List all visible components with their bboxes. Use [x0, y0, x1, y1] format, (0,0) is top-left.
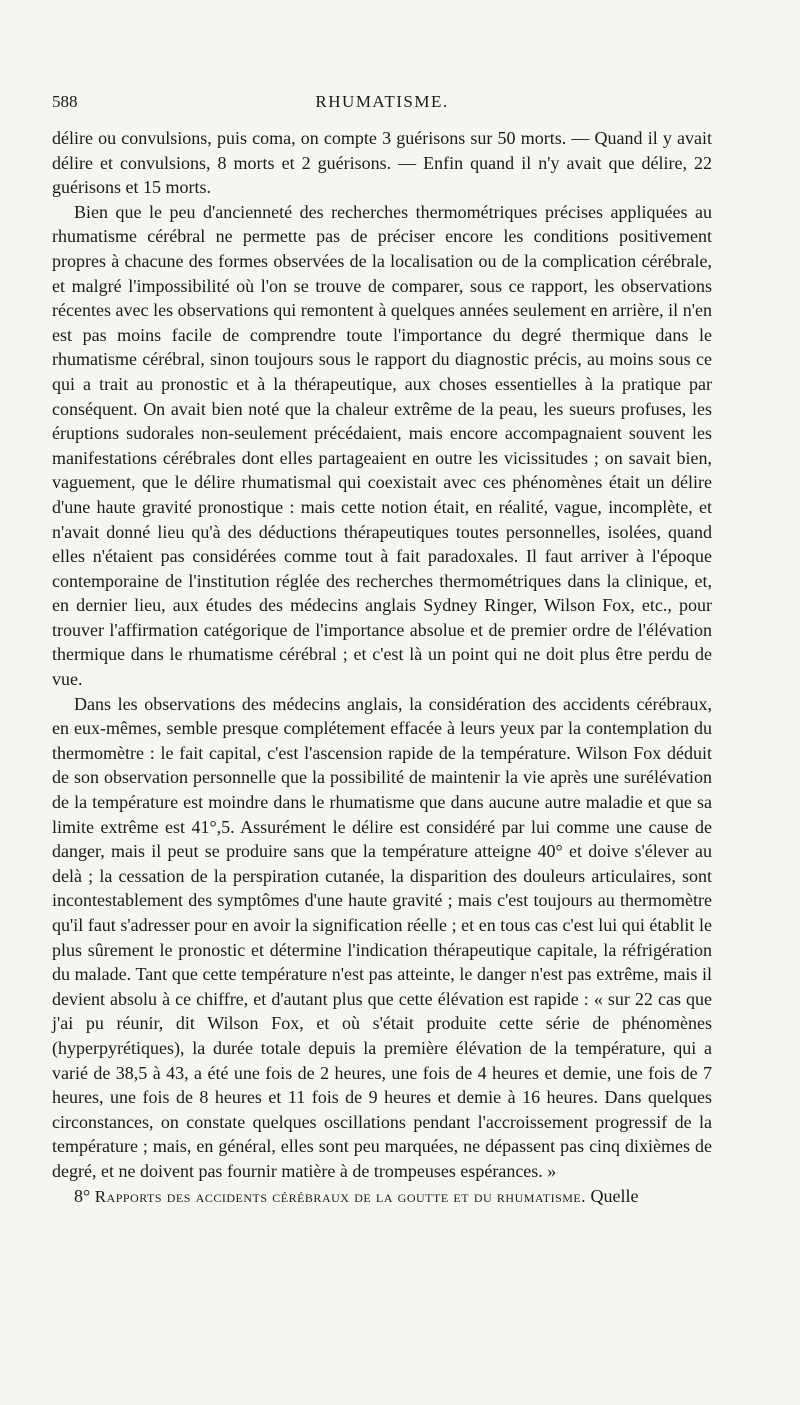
- section-text: Quelle: [590, 1185, 639, 1206]
- body-text: [52, 126, 712, 1209]
- page-header: [52, 88, 712, 126]
- book-page: [52, 88, 712, 1209]
- paragraph-english-physicians: Dans les observations des médecins anglais, la considération des accidents cérébraux, en eux-mêmes, semble presque complétement effacée à leurs yeux par la contemplation du thermomètre : le fait capital, c'est l'ascension rapide de la température. Wilson Fox déduit de son observation personnelle que la possibilité de maintenir la vie après une surélévation de la température est moindre dans le rhumatisme que dans aucune autre maladie et que sa limite extrême est 41°,5. Assurément le délire est considéré par lui comme une cause de danger, mais il peut se produire sans que la température atteigne 40° et doive s'élever au delà ; la cessation de la perspiration cutanée, la disparition des douleurs articulaires, sont incontestablement des symptômes d'une haute gravité ; mais c'est toujours au thermomètre qu'il faut s'adresser pour en avoir la signification réelle ; et en tous cas c'est lui qui établit le plus sûrement le pronostic et détermine l'indication thérapeutique capitale, la réfrigération du malade. Tant que cette température n'est pas atteinte, le danger n'est pas extrême, mais il devient absolu à ce chiffre, et d'autant plus que cette élévation est rapide : « sur 22 cas que j'ai pu réunir, dit Wilson Fox, et où s'était produite cette série de phénomènes (hyperpyrétiques), la durée totale depuis la première élévation de la température, qui a varié de 38,5 à 43, a été une fois de 2 heures, une fois de 4 heures et demie, une fois de 7 heures, une fois de 8 heures et 11 fois de 9 heures et demie à 16 heures. Dans quelques circonstances, on constate quelques oscillations pendant l'accroissement progressif de la température ; mais, en général, elles sont peu marquées, ne dépassent pas cinq dixièmes de degré, et ne doivent pas fournir matière à de trompeuses espérances. »: [52, 693, 712, 1181]
- paragraph-continuation: délire ou convulsions, puis coma, on compte 3 guérisons sur 50 morts. — Quand il y avait délire et convulsions, 8 morts et 2 guérisons. — Enfin quand il n'y avait que délire, 22 guérisons et 15 morts.: [52, 128, 712, 198]
- section-heading: Rapports des accidents cérébraux de la goutte et du rhumatisme.: [94, 1186, 587, 1206]
- paragraph-thermometric-research: Bien que le peu d'ancienneté des recherches thermométriques précises appliquées au rhumatisme cérébral ne permette pas de préciser encore les conditions positivement propres à chacune des formes observées de la localisation ou de la complication cérébrale, et malgré l'impossibilité où l'on se trouve de comparer, sous ce rapport, les observations récentes avec les observations qui remontent à quelques années seulement en arrière, il n'en est pas moins facile de comprendre toute l'importance du degré thermique dans le rhumatisme cérébral, sinon toujours sous le rapport du diagnostic précis, au moins sous ce qui a trait au pronostic et à la thérapeutique, aux choses essentielles à la pratique par conséquent. On avait bien noté que la chaleur extrême de la peau, les sueurs profuses, les éruptions sudorales non-seulement précédaient, mais encore accompagnaient souvent les manifestations cérébrales dont elles partageaient en outre les vicissitudes ; on savait bien, vaguement, que le délire rhumatismal qui coexistait avec ces phénomènes était un délire d'une haute gravité pronostique : mais cette notion était, en réalité, vague, incomplète, et n'avait donné lieu qu'à des déductions thérapeutiques toutes personnelles, isolées, quand elles n'étaient pas considérées comme tout à fait paradoxales. Il faut arriver à l'époque contemporaine de l'institution réglée des recherches thermométriques dans la clinique, et, en dernier lieu, aux études des médecins anglais Sydney Ringer, Wilson Fox, etc., pour trouver l'affirmation catégorique de l'importance absolue et de premier ordre de l'élévation thermique dans le rhumatisme cérébral ; et c'est là un point qui ne doit plus être perdu de vue.: [52, 201, 712, 690]
- section-8-heading-paragraph: [52, 1184, 712, 1210]
- page-number: 588: [52, 92, 78, 111]
- section-number: 8°: [74, 1185, 91, 1206]
- running-title: RHUMATISME.: [315, 92, 449, 111]
